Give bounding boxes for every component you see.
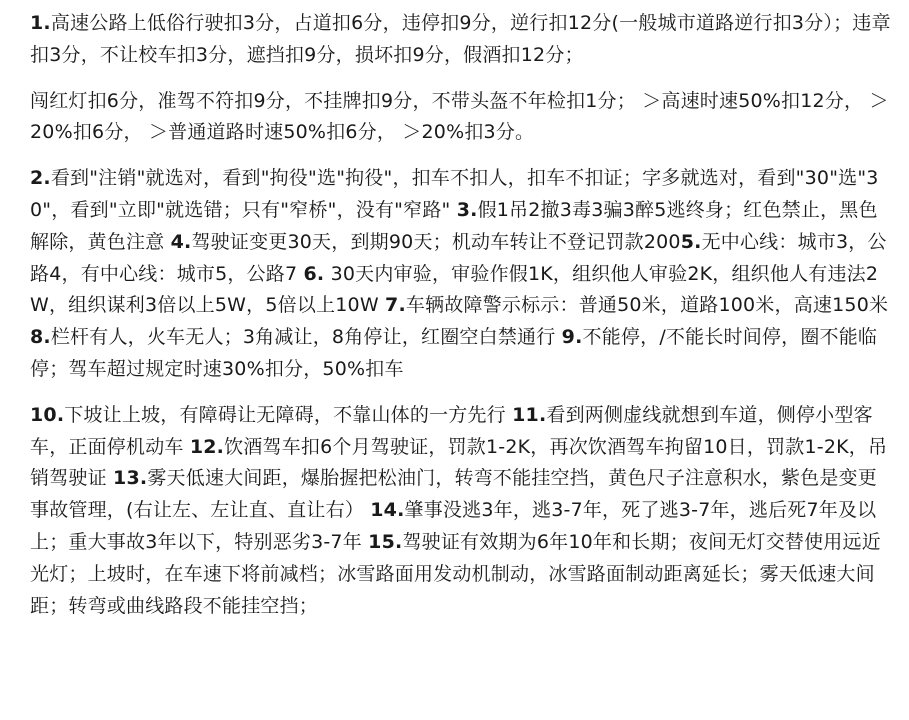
paragraph-4 xyxy=(30,400,895,623)
item-number: 13. xyxy=(113,467,148,490)
item-text: 高速公路上低俗行驶扣3分，占道扣6分，违停扣9分，逆行扣12分(一般城市道路逆行扣3分）；违章扣3分，不让校车扣3分，遮挡扣9分，损坏扣9分，假酒扣12分； xyxy=(30,12,891,66)
item-text: 闯红灯扣6分，准驾不符扣9分，不挂牌扣9分，不带头盔不年检扣1分； ＞高速时速50%扣12分， ＞20%扣6分， ＞普通道路时速50%扣6分， ＞20%扣3分。 xyxy=(30,89,889,144)
item-number: 10. xyxy=(30,403,65,426)
item-text: 假1吊2撤3毒3骗3醉5逃终身；红色禁止，黑色解除，黄色注意 xyxy=(30,198,878,253)
item-number: 6. xyxy=(303,262,325,285)
paragraph-2 xyxy=(30,86,895,150)
paragraph-1 xyxy=(30,8,895,72)
item-text: 驾驶证有效期为6年10年和长期；夜间无灯交替使用远近光灯；上坡时，在车速下将前减档；冰雪路面用发动机制动，冰雪路面制动距离延长；雾天低速大间距；转弯或曲线路段不能挂空挡； xyxy=(30,530,881,617)
item-number: 9. xyxy=(561,326,583,349)
item-text: 看到两侧虚线就想到车道，侧停小型客车，正面停机动车 xyxy=(30,403,873,458)
item-text: 栏杆有人，火车无人；3角减让，8角停让，红圈空白禁通行 xyxy=(50,326,562,349)
item-number: 12. xyxy=(189,435,225,458)
item-number: 4. xyxy=(170,230,192,253)
item-text: 驾驶证变更30天，到期90天；机动车转让不登记罚款200 xyxy=(191,230,681,253)
item-text: 饮酒驾车扣6个月驾驶证，罚款1-2K，再次饮酒驾车拘留10日，罚款1-2K，吊销驾驶证 xyxy=(30,435,888,490)
item-text: 肇事没逃3年，逃3-7年，死了逃3-7年，逃后死7年及以上；重大事故3年以下，特别恶劣3-7年 xyxy=(30,499,877,553)
item-number: 1. xyxy=(30,12,51,34)
item-text: 雾天低速大间距，爆胎握把松油门，转弯不能挂空挡，黄色尺子注意积水，紫色是变更事故管理，(右让左、左让直、直让右） xyxy=(30,467,877,522)
item-number: 7. xyxy=(385,294,406,317)
item-text: 下坡让上坡，有障碍让无障碍，不靠山体的一方先行 xyxy=(64,403,513,426)
item-number: 11. xyxy=(512,403,547,426)
item-number: 15. xyxy=(368,530,403,553)
item-text: 30天内审验，审验作假1K，组织他人审验2K，组织他人有违法2W，组织谋利3倍以上5W，5倍以上10W xyxy=(30,262,879,317)
item-number: 14. xyxy=(370,499,405,522)
item-number: 3. xyxy=(456,198,478,221)
item-text: 不能停，/不能长时间停，圈不能临停；驾车超过规定时速30%扣分，50%扣车 xyxy=(30,326,878,380)
item-number: 5. xyxy=(680,230,702,253)
paragraph-3 xyxy=(30,163,895,386)
item-text: 车辆故障警示标示：普通50米，道路100米，高速150米 xyxy=(405,294,889,317)
item-number: 8. xyxy=(30,326,51,349)
item-text: 无中心线：城市3，公路4，有中心线：城市5，公路7 xyxy=(30,230,887,285)
item-number: 2. xyxy=(30,167,51,190)
item-text: 看到"注销"就选对，看到"拘役"选"拘役"，扣车不扣人，扣车不扣证；字多就选对，看到"30"选"30"，看到"立即"就选错；只有"窄桥"，没有"窄路" xyxy=(30,167,879,221)
